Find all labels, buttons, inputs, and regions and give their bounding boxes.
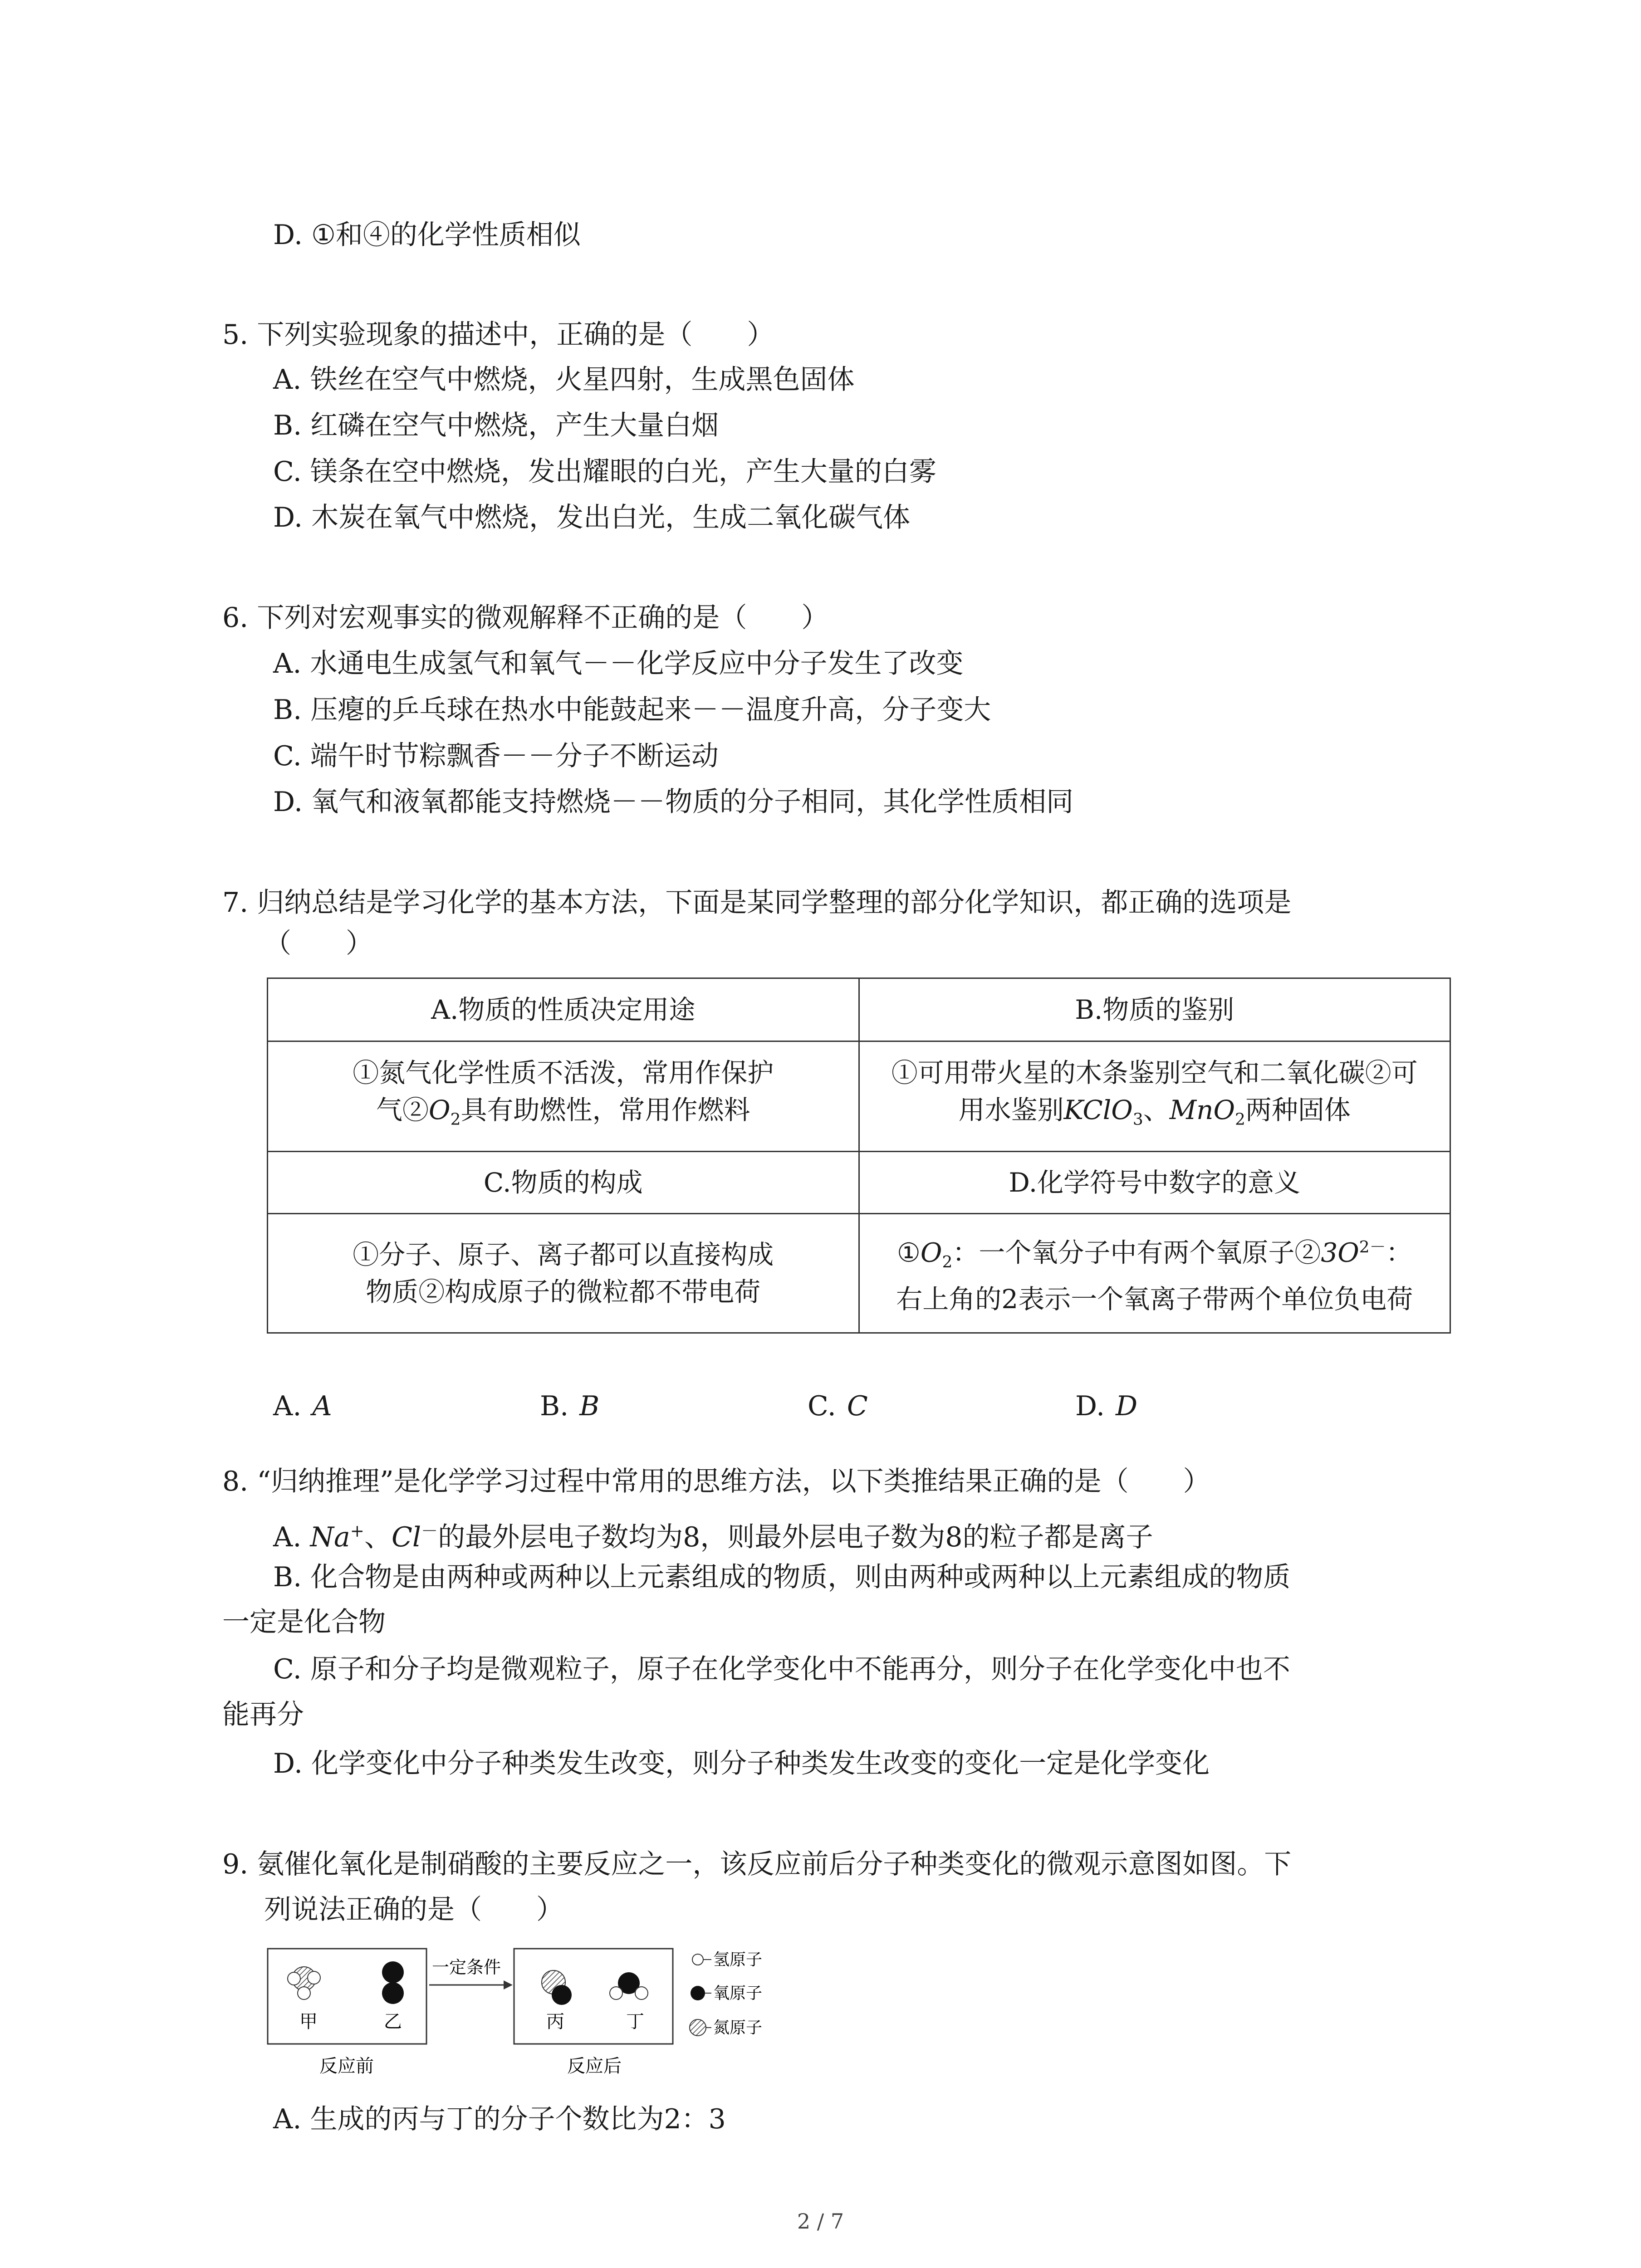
cell-a-text: 气② — [376, 1095, 429, 1126]
reaction-diagram — [267, 1946, 811, 2096]
q5-option-d[interactable]: D. 木炭在氧气中燃烧，发出白光，生成二氧化碳气体 — [273, 502, 911, 533]
q8-option-d[interactable]: D. 化学变化中分子种类发生改变，则分子种类发生改变的变化一定是化学变化 — [273, 1748, 1210, 1779]
chloride-charge: － — [421, 1521, 438, 1541]
separator: 、 — [364, 1521, 392, 1553]
cell-b-line2 — [869, 1091, 1441, 1139]
table-cell-a — [268, 1041, 859, 1152]
q7-answer-c[interactable] — [808, 1388, 868, 1424]
q7-stem-line1: 7. 归纳总结是学习化学的基本方法，下面是某同学整理的部分化学知识，都正确的选项是 — [222, 887, 1292, 919]
cell-b-text-rest: 两种固体 — [1245, 1095, 1351, 1126]
kclo3-formula: KClO — [1063, 1095, 1133, 1126]
table-cell-b — [859, 1041, 1450, 1152]
option-text: 的最外层电子数均为8，则最外层电子数为8的粒子都是离子 — [438, 1521, 1153, 1553]
condition-label: 一定条件 — [431, 1958, 501, 1977]
q8-stem: 8. “归纳推理”是化学学习过程中常用的思维方法，以下类推结果正确的是（ ） — [222, 1466, 1210, 1497]
answer-label: A. — [273, 1390, 302, 1422]
label-jia: 甲 — [299, 2012, 318, 2032]
option-label: A. — [273, 1521, 302, 1553]
kclo3-subscript: 3 — [1132, 1110, 1143, 1129]
cell-d-line2: 右上角的2表示一个氧离子带两个单位负电荷 — [896, 1284, 1413, 1315]
ammonia-molecule — [288, 1967, 320, 1999]
cell-c-line1: ①分子、原子、离子都可以直接构成 — [353, 1239, 774, 1270]
after-box — [514, 1949, 673, 2044]
q8-option-c-line1[interactable]: C. 原子和分子均是微观粒子，原子在化学变化中不能再分，则分子在化学变化中也不 — [273, 1653, 1290, 1685]
answer-value: A — [312, 1390, 332, 1422]
sodium-charge: + — [350, 1521, 364, 1541]
answer-value: C — [847, 1390, 868, 1422]
table-header-b: B.物质的鉴别 — [859, 978, 1450, 1041]
cell-a-text-rest: 具有助燃性，常用作燃料 — [460, 1095, 750, 1126]
q7-stem-line2: （ ） — [264, 928, 373, 959]
legend-hydrogen: 氢原子 — [713, 1950, 763, 1969]
answer-label: C. — [808, 1390, 836, 1422]
page-number: 2 / 7 — [797, 2209, 844, 2234]
cell-a-line2 — [277, 1091, 849, 1139]
q5-option-c[interactable]: C. 镁条在空中燃烧，发出耀眼的白光，产生大量的白雾 — [273, 456, 936, 488]
label-yi: 乙 — [384, 2012, 402, 2032]
cell-b-sep: 、 — [1143, 1095, 1170, 1126]
q8-option-b-line1[interactable]: B. 化合物是由两种或两种以上元素组成的物质，则由两种或两种以上元素组成的物质 — [273, 1561, 1291, 1593]
q6-option-b[interactable]: B. 压瘪的乒乓球在热水中能鼓起来－－温度升高，分子变大 — [273, 694, 991, 726]
answer-label: D. — [1075, 1390, 1105, 1422]
label-ding: 丁 — [626, 2012, 644, 2032]
chloride-ion: Cl — [391, 1521, 421, 1553]
legend-oxygen: 氧原子 — [713, 1984, 763, 2002]
q6-option-d[interactable]: D. 氧气和液氧都能支持燃烧－－物质的分子相同，其化学性质相同 — [273, 786, 1074, 818]
o2-formula-d: O — [920, 1237, 942, 1268]
no-molecule — [542, 1970, 572, 2005]
cell-d-text: ：一个氧分子中有两个氧原子② — [952, 1237, 1321, 1268]
q7-answer-d[interactable] — [1075, 1388, 1137, 1424]
water-molecule — [610, 1972, 648, 1999]
table-header-d: D.化学符号中数字的意义 — [859, 1152, 1450, 1214]
cell-c-line2: 物质②构成原子的微粒都不带电荷 — [366, 1276, 761, 1307]
cell-b-line1: ①可用带火星的木条鉴别空气和二氧化碳②可 — [891, 1057, 1418, 1089]
o2-subscript: 2 — [450, 1110, 461, 1129]
oxide-ion-charge: 2－ — [1359, 1237, 1386, 1256]
q9-stem-line2: 列说法正确的是（ ） — [264, 1894, 563, 1926]
legend-nitrogen: 氮原子 — [713, 2018, 763, 2037]
mno2-subscript: 2 — [1235, 1110, 1245, 1129]
sodium-ion: Na — [310, 1521, 350, 1553]
q4-option-d[interactable]: D. ①和④的化学性质相似 — [273, 219, 581, 251]
q6-stem: 6. 下列对宏观事实的微观解释不正确的是（ ） — [222, 602, 829, 634]
cell-a-line1: ①氮气化学性质不活泼，常用作保护 — [353, 1057, 774, 1089]
q5-stem: 5. 下列实验现象的描述中，正确的是（ ） — [222, 319, 774, 351]
answer-label: B. — [540, 1390, 569, 1422]
cell-b-text: 用水鉴别 — [958, 1095, 1064, 1126]
q6-option-a[interactable]: A. 水通电生成氢气和氧气－－化学反应中分子发生了改变 — [273, 648, 964, 679]
q7-knowledge-table — [267, 978, 1451, 1334]
oxide-ion-formula: 3O — [1321, 1237, 1359, 1268]
label-after: 反应后 — [567, 2056, 622, 2076]
oxygen-molecule — [382, 1961, 404, 2004]
q5-option-b[interactable]: B. 红磷在空气中燃烧，产生大量白烟 — [273, 410, 719, 441]
answer-value: D — [1116, 1390, 1138, 1422]
q7-answer-a[interactable] — [273, 1388, 332, 1424]
q5-option-a[interactable]: A. 铁丝在空气中燃烧，火星四射，生成黑色固体 — [273, 364, 855, 396]
o2-formula: O — [429, 1095, 451, 1126]
q6-option-c[interactable]: C. 端午时节粽飘香－－分子不断运动 — [273, 740, 719, 772]
mno2-formula: MnO — [1169, 1095, 1235, 1126]
table-cell-d — [859, 1214, 1450, 1333]
table-header-a: A.物质的性质决定用途 — [268, 978, 859, 1041]
q8-option-a[interactable] — [273, 1513, 1153, 1555]
cell-d-colon: ： — [1386, 1237, 1412, 1268]
cell-d-num: ① — [896, 1237, 921, 1268]
label-bing: 丙 — [546, 2012, 564, 2032]
table-cell-c — [268, 1214, 859, 1333]
q9-stem-line1: 9. 氨催化氧化是制硝酸的主要反应之一，该反应前后分子种类变化的微观示意图如图。下 — [222, 1848, 1292, 1880]
q9-option-a[interactable]: A. 生成的丙与丁的分子个数比为2：3 — [273, 2103, 726, 2135]
answer-value: B — [579, 1390, 600, 1422]
q7-answer-b[interactable] — [540, 1388, 599, 1424]
label-before: 反应前 — [319, 2056, 374, 2076]
q8-option-b-line2: 一定是化合物 — [222, 1606, 386, 1638]
cell-d-line1 — [869, 1229, 1441, 1281]
q8-option-c-line2: 能再分 — [222, 1699, 304, 1730]
o2-subscript-d: 2 — [942, 1252, 953, 1271]
table-header-c: C.物质的构成 — [268, 1152, 859, 1214]
legend — [690, 1950, 762, 2037]
